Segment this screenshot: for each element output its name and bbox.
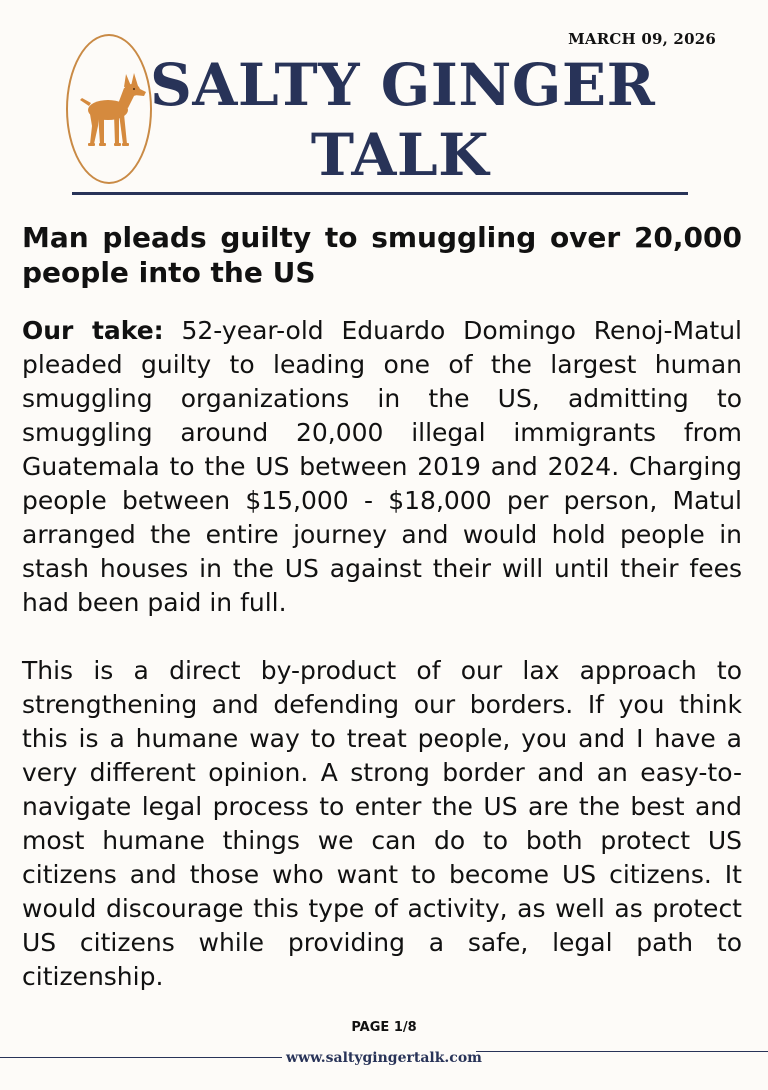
page-number: PAGE 1/8 [351,1020,417,1035]
masthead-title-line1: SALTY GINGER [150,51,656,119]
website-url: www.saltygingertalk.com [286,1050,482,1066]
paragraph-1-text: 52-year-old Eduardo Domingo Renoj-Matul pleaded guilty to leading one of the largest human smuggling organizations in the US, admitting to smuggling around 20,000 illegal immigrants from Guatemala to the US between 2019 and 2024. Charging people between $15,000 - $18,000 per person, Matul arranged the entire journey and would hold people in stash houses in the US against their will until their fees had been paid in full. [22,316,743,617]
article-paragraph-1 [22,314,742,620]
publication-date: MARCH 09, 2026 [568,30,716,48]
dog-icon [74,70,146,152]
lead-label: Our take: [22,316,164,345]
logo [66,34,152,184]
article-headline: Man pleads guilty to smuggling over 20,000 people into the US [22,221,742,289]
masthead-title-line2: TALK [310,121,490,189]
header-divider [72,192,688,195]
article-body [22,314,742,994]
article-paragraph-2: This is a direct by-product of our lax approach to strengthening and defending our borders. If you think this is a humane way to treat people, you and I have a very different opinion. A strong border and an easy-to-navigate legal process to enter the US are the best and most humane things we can do to both protect US citizens and those who want to become US citizens. It would discourage this type of activity, as well as protect US citizens while providing a safe, legal path to citizenship. [22,656,742,991]
